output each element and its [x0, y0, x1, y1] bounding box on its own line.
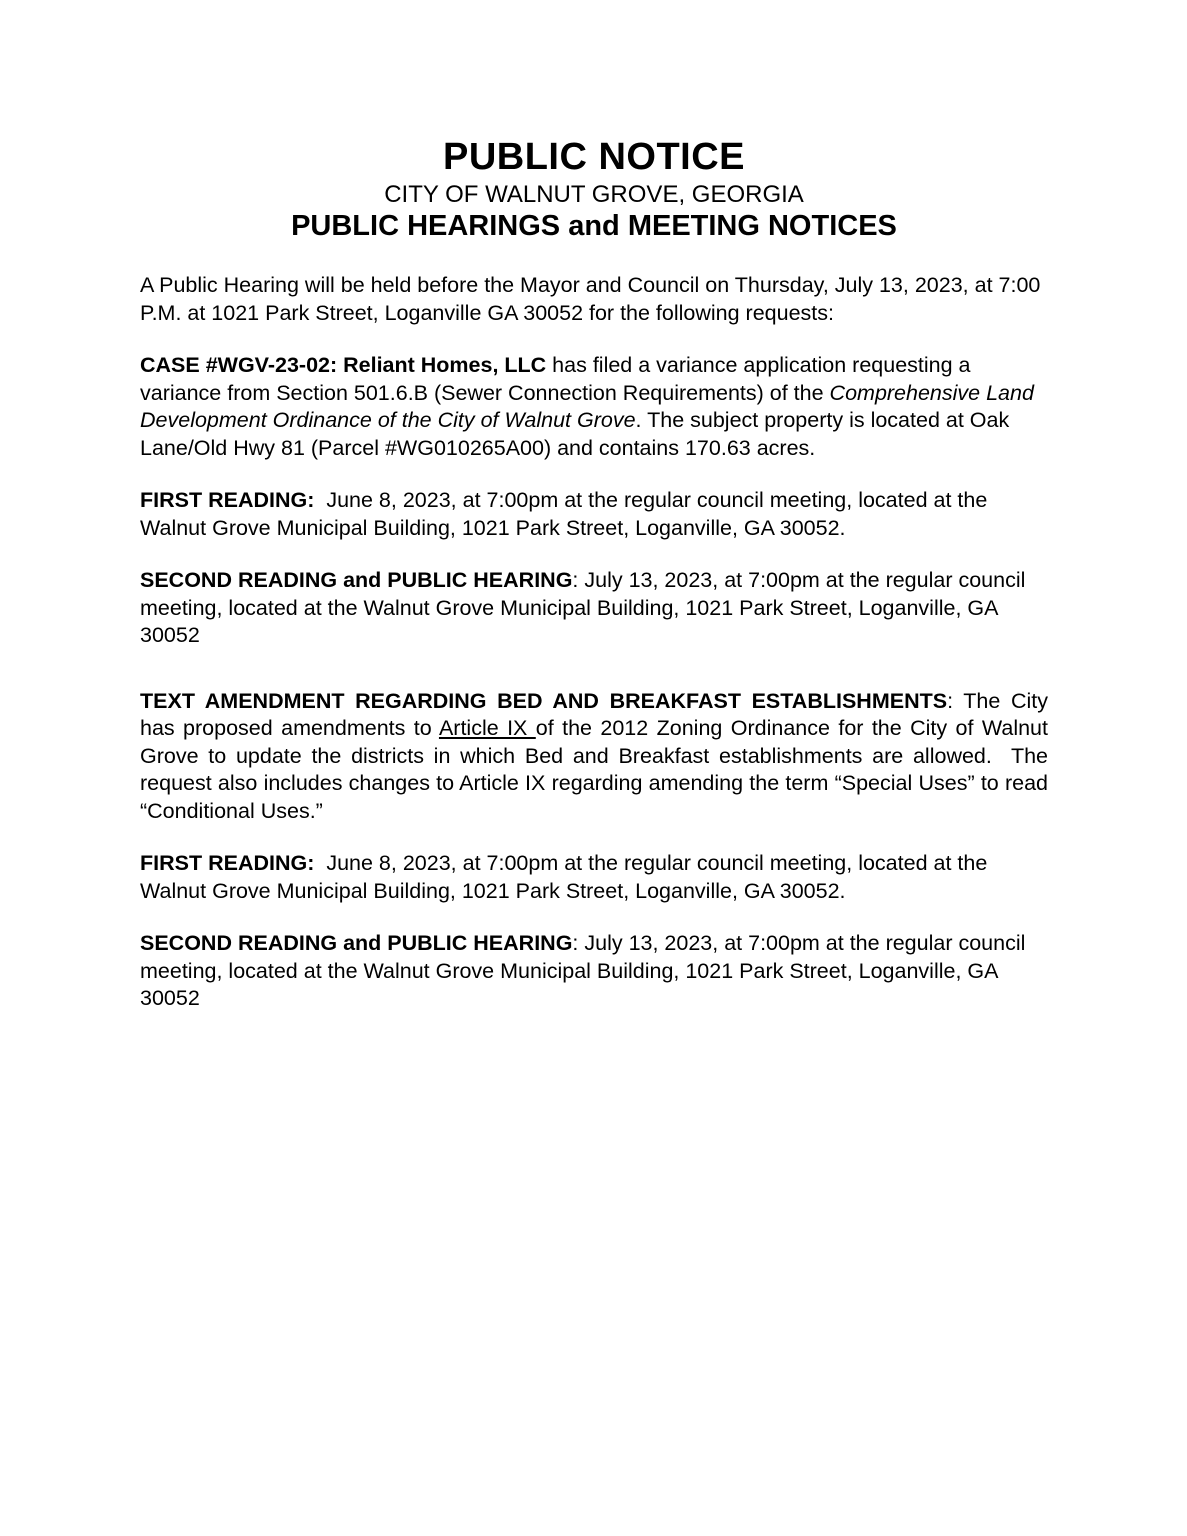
text-run-bold: CASE #WGV-23-02: Reliant Homes, LLC [140, 353, 547, 377]
document-header [140, 134, 1048, 244]
text-run-regular: : July 13, 2023, at 7:00pm at the regular council meeting, located at the Walnut Grove Municipal Building, 1021 Park Street, Loganville, GA 30052 [140, 568, 1032, 647]
text-run-regular: . The subject property is located at Oak Lane/Old Hwy 81 (Parcel #WG010265A00) and contains 170.63 acres. [140, 408, 1016, 460]
text-run-regular: : July 13, 2023, at 7:00pm at the regular council meeting, located at the Walnut Grove Municipal Building, 1021 Park Street, Loganville, GA 30052 [140, 931, 1032, 1010]
notice-title: PUBLIC NOTICE [442, 136, 746, 178]
paragraph-case-wgv-23-02 [140, 352, 1048, 462]
paragraph-first-reading-2 [140, 850, 1048, 905]
text-run-bold: FIRST READING: [140, 851, 315, 875]
text-run-underline: Article IX [438, 716, 536, 740]
text-run-regular: A Public Hearing will be held before the Mayor and Council on Thursday, July 13, 2023, at 7:00 P.M. at 1021 Park Street, Loganville GA 30052 for the following requests: [140, 273, 1047, 325]
text-run-bold: TEXT AMENDMENT REGARDING BED AND BREAKFAST ESTABLISHMENTS [140, 688, 948, 713]
text-run-regular: June 8, 2023, at 7:00pm at the regular council meeting, located at the Walnut Grove Municipal Building, 1021 Park Street, Loganville, GA 30052. [140, 488, 994, 540]
text-run-regular: of the 2012 Zoning Ordinance for the City of Walnut Grove to update the districts in which Bed and Breakfast establishments are allowed. The request also includes changes to Article IX regarding amending the term “Special Uses” to read “Conditional Uses.” [140, 716, 1054, 823]
text-run-italic: Comprehensive Land Development Ordinance of the City of Walnut Grove [140, 380, 1040, 432]
paragraph-first-reading-1 [140, 487, 1048, 542]
paragraph-text-amendment [140, 688, 1054, 826]
notice-body [140, 272, 1054, 1013]
paragraph-second-reading-1 [140, 567, 1048, 650]
paragraph-second-reading-2 [140, 930, 1048, 1013]
text-run-bold: SECOND READING and PUBLIC HEARING [140, 568, 573, 592]
text-run-regular: : The City has proposed amendments to [140, 688, 1054, 740]
text-run-bold: FIRST READING: [140, 488, 315, 512]
notice-subtitle: CITY OF WALNUT GROVE, GEORGIA [384, 181, 804, 208]
text-run-regular: June 8, 2023, at 7:00pm at the regular council meeting, located at the Walnut Grove Municipal Building, 1021 Park Street, Loganville, GA 30052. [140, 851, 994, 903]
text-run-regular: has filed a variance application requesting a variance from Section 501.6.B (Sewer Connection Requirements) of the [140, 353, 977, 405]
paragraph-intro [140, 272, 1048, 327]
text-run-bold: SECOND READING and PUBLIC HEARING [140, 931, 573, 955]
notice-section-heading: PUBLIC HEARINGS and MEETING NOTICES [291, 210, 897, 242]
